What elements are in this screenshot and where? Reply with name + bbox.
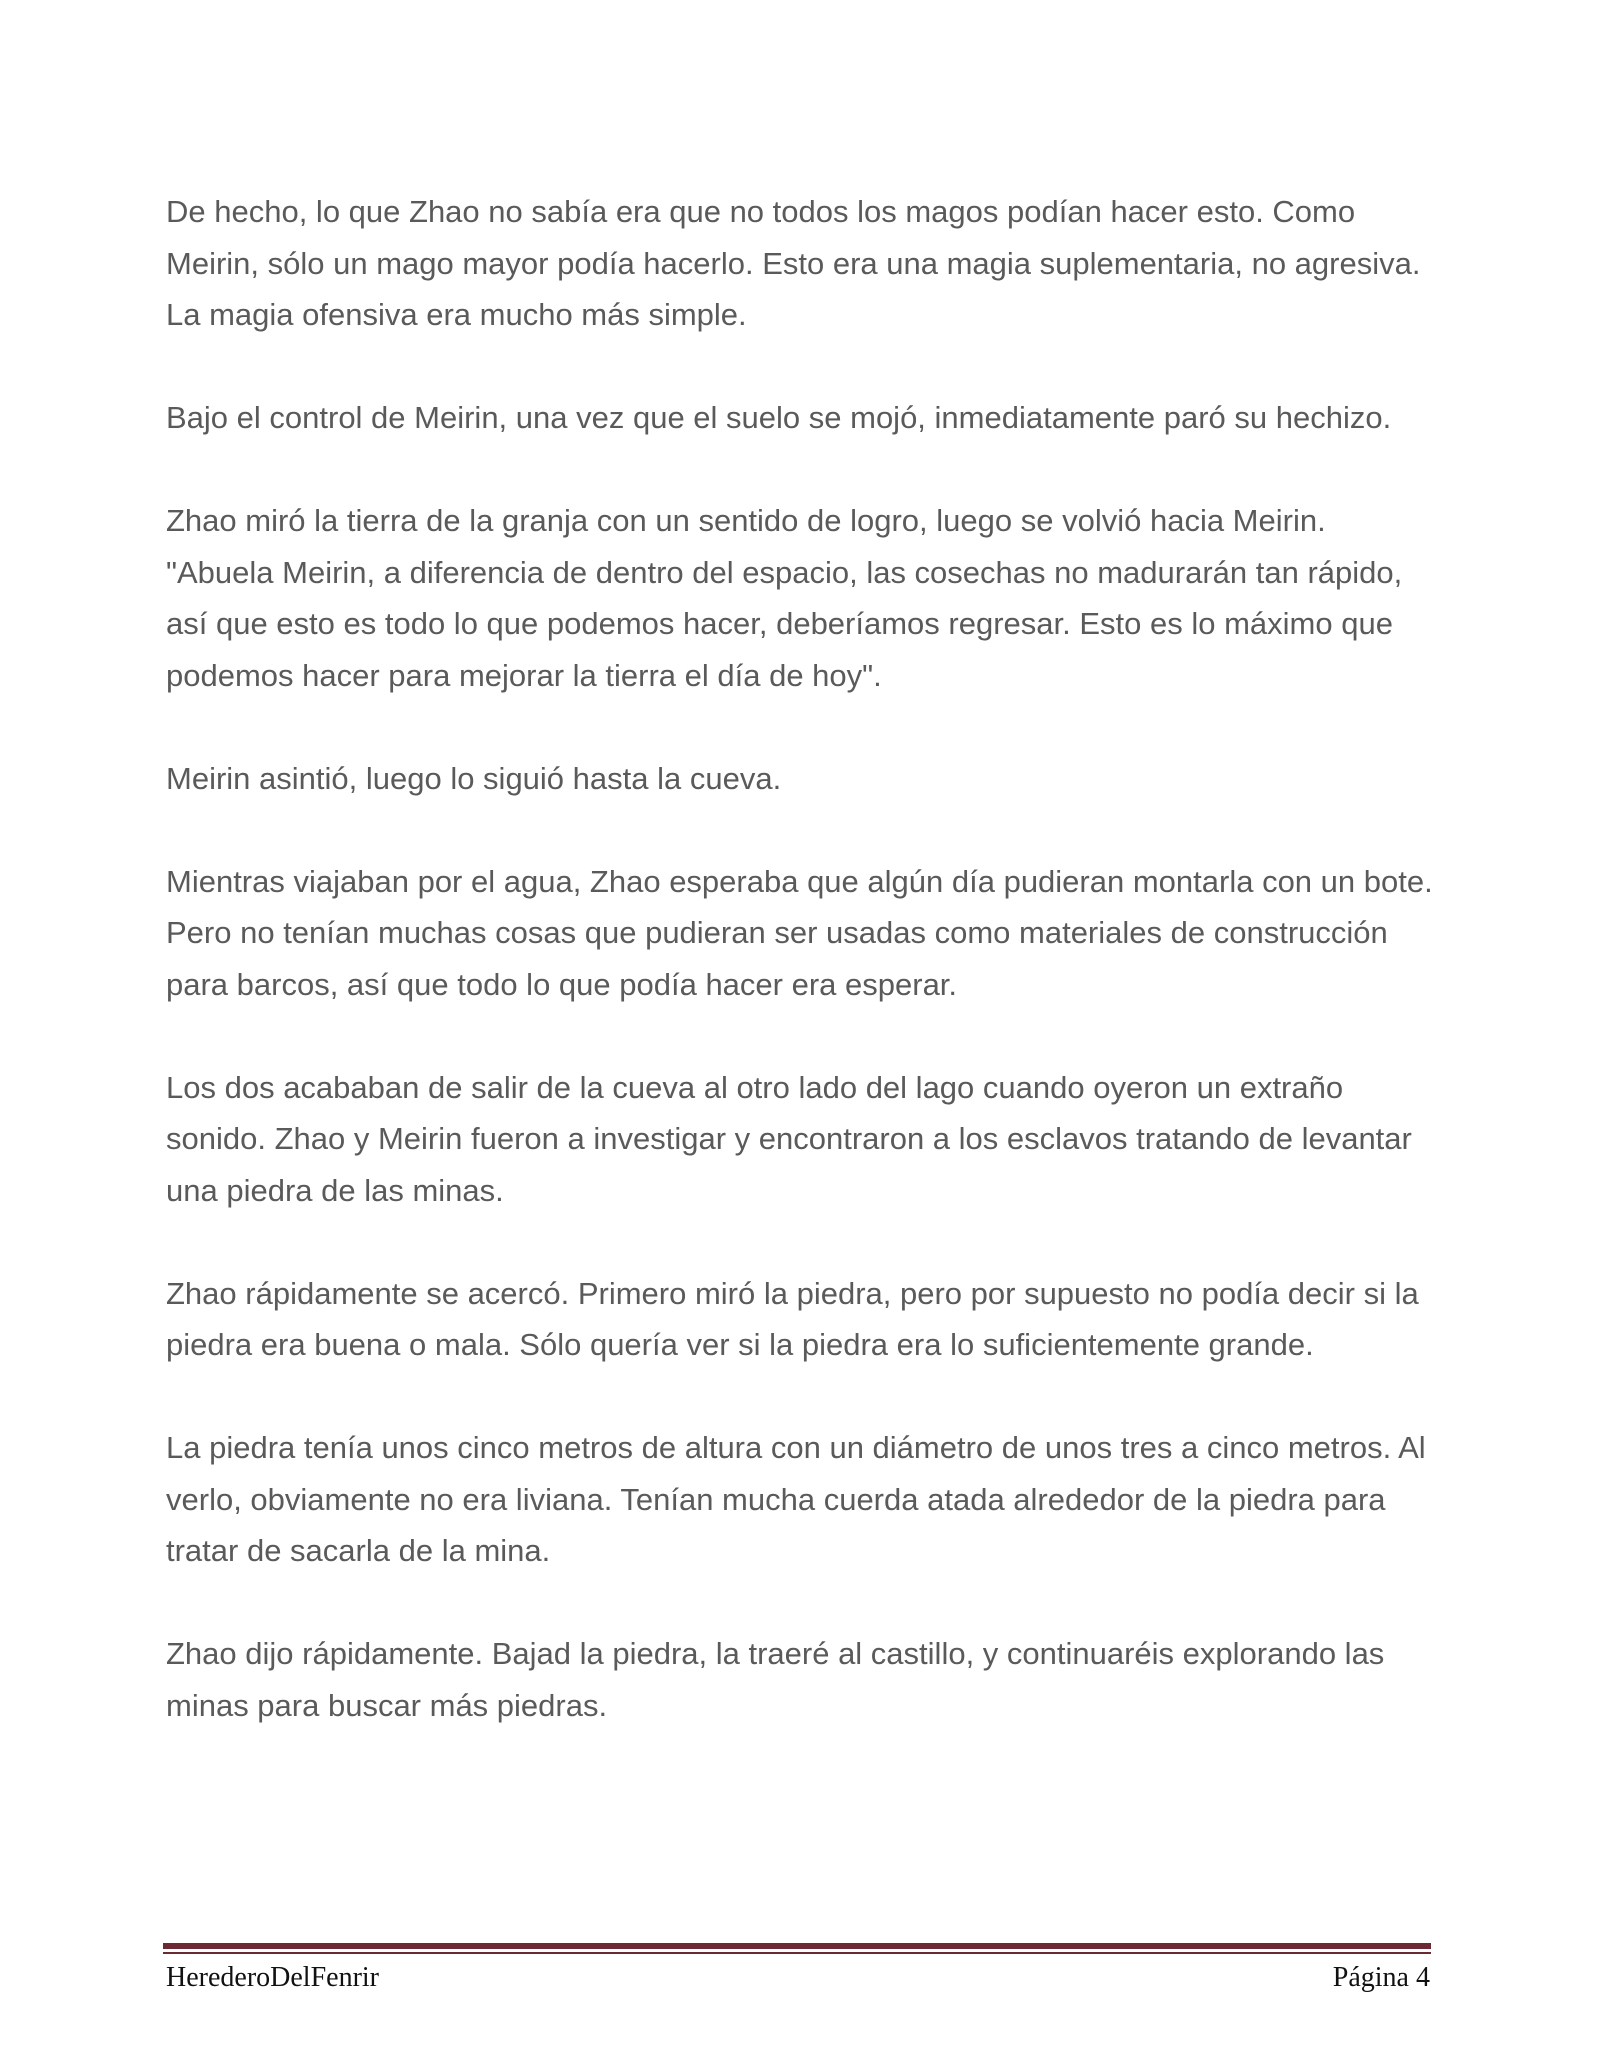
paragraph: De hecho, lo que Zhao no sabía era que no todos los magos podían hacer esto. Como Meirin, sólo un mago mayor podía hacerlo. Esto era una magia suplementaria, no agresiva. La magia ofensiva era mucho más simple. xyxy=(166,194,1421,332)
paragraph: Zhao rápidamente se acercó. Primero miró la piedra, pero por supuesto no podía decir si la piedra era buena o mala. Sólo quería ver si la piedra era lo suficientemente grande. xyxy=(166,1275,1419,1362)
paragraph: Meirin asintió, luego lo siguió hasta la cueva. xyxy=(166,760,782,796)
paragraph: Mientras viajaban por el agua, Zhao esperaba que algún día pudieran montarla con un bote. Pero no tenían muchas cosas que pudieran ser usadas como materiales de construcción para barcos, así que todo lo que podía hacer era esperar. xyxy=(166,863,1433,1002)
footer-author: HerederoDelFenrir xyxy=(166,1962,380,1993)
footer-rule-thin xyxy=(163,1952,1431,1954)
paragraph: Bajo el control de Meirin, una vez que el suelo se mojó, inmediatamente paró su hechizo. xyxy=(166,400,1392,435)
footer-page-number: Página 4 xyxy=(1332,1962,1430,1993)
paragraph: Los dos acababan de salir de la cueva al otro lado del lago cuando oyeron un extraño sonido. Zhao y Meirin fueron a investigar y encontraron a los esclavos tratando de levantar una piedra de las minas. xyxy=(166,1069,1412,1208)
footer-rule-thick xyxy=(163,1943,1431,1949)
paragraph: Zhao miró la tierra de la granja con un sentido de logro, luego se volvió hacia Meirin. "Abuela Meirin, a diferencia de dentro del espacio, las cosechas no madurarán tan rápido, así que esto es todo lo que podemos hacer, deberíamos regresar. Esto es lo máximo que podemos hacer para mejorar la tierra el día de hoy". xyxy=(166,503,1403,693)
body-text xyxy=(166,186,1436,1783)
paragraph: Zhao dijo rápidamente. Bajad la piedra, la traeré al castillo, y continuaréis explorando las minas para buscar más piedras. xyxy=(166,1636,1385,1723)
paragraph: La piedra tenía unos cinco metros de altura con un diámetro de unos tres a cinco metros. Al verlo, obviamente no era liviana. Tenían mucha cuerda atada alrededor de la piedra para tratar de sacarla de la mina. xyxy=(166,1430,1426,1568)
